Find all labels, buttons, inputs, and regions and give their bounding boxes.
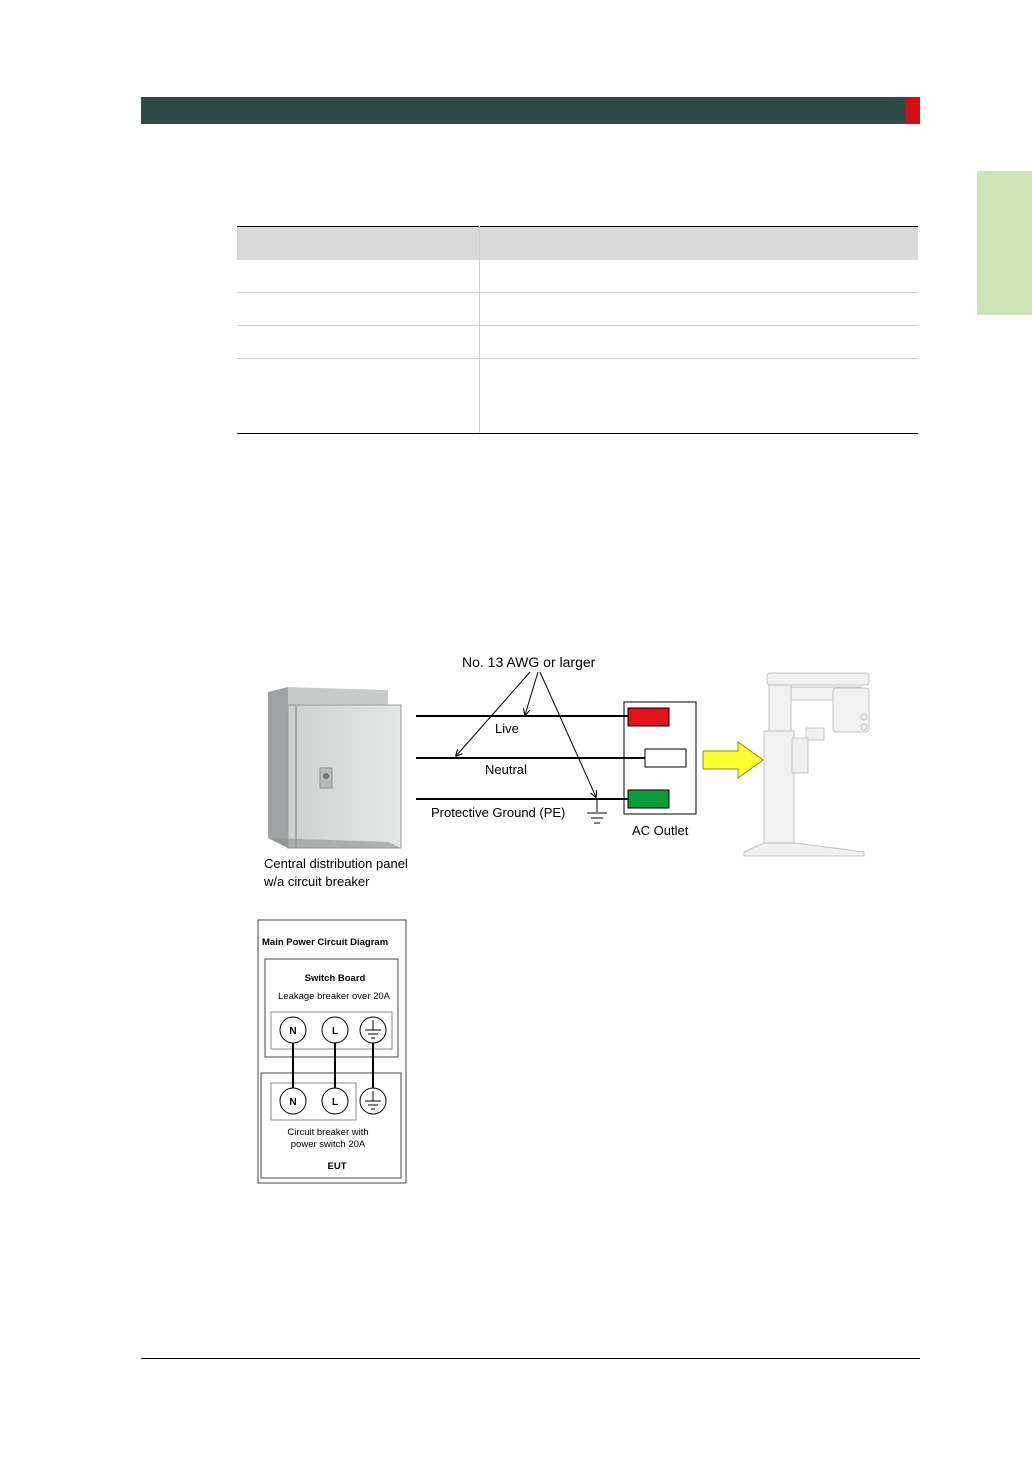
leakage-label: Leakage breaker over 20A (278, 991, 390, 1002)
n-terminal-top-label: N (289, 1026, 297, 1037)
ground-symbol-icon (587, 800, 607, 823)
awg-pointer-neutral (456, 672, 530, 756)
circuit-diagram (258, 920, 406, 1183)
neutral-terminal (645, 749, 686, 767)
live-label: Live (495, 721, 519, 736)
pe-terminal-top-icon (360, 1017, 386, 1043)
breaker-label-line2: power switch 20A (290, 1139, 366, 1150)
outlet-label: AC Outlet (632, 823, 689, 838)
circuit-title: Main Power Circuit Diagram (262, 937, 389, 948)
eut-label: EUT (327, 1161, 347, 1172)
l-terminal-top-label: L (331, 1026, 339, 1037)
awg-pointer-ground (540, 672, 596, 797)
connect-arrow-icon (703, 742, 763, 778)
ground-label: Protective Ground (PE) (431, 805, 566, 820)
panel-label-line1: Central distribution panel (264, 856, 408, 871)
n-terminal-bottom-label: N (289, 1097, 297, 1108)
wire-spec-label: No. 13 AWG or larger (462, 654, 596, 670)
awg-pointer-live (525, 672, 538, 715)
xray-device-image (744, 673, 869, 856)
l-terminal-bottom-label: L (331, 1097, 339, 1108)
switch-board-label: Switch Board (304, 973, 366, 984)
ground-terminal (628, 790, 669, 808)
live-terminal (628, 708, 669, 726)
pe-terminal-bottom-icon (360, 1088, 386, 1114)
distribution-panel-image (268, 687, 401, 848)
neutral-label: Neutral (485, 762, 527, 777)
panel-label-line2: w/a circuit breaker (264, 874, 370, 889)
footer-rule (141, 1358, 920, 1359)
breaker-label-line1: Circuit breaker with (287, 1127, 369, 1138)
